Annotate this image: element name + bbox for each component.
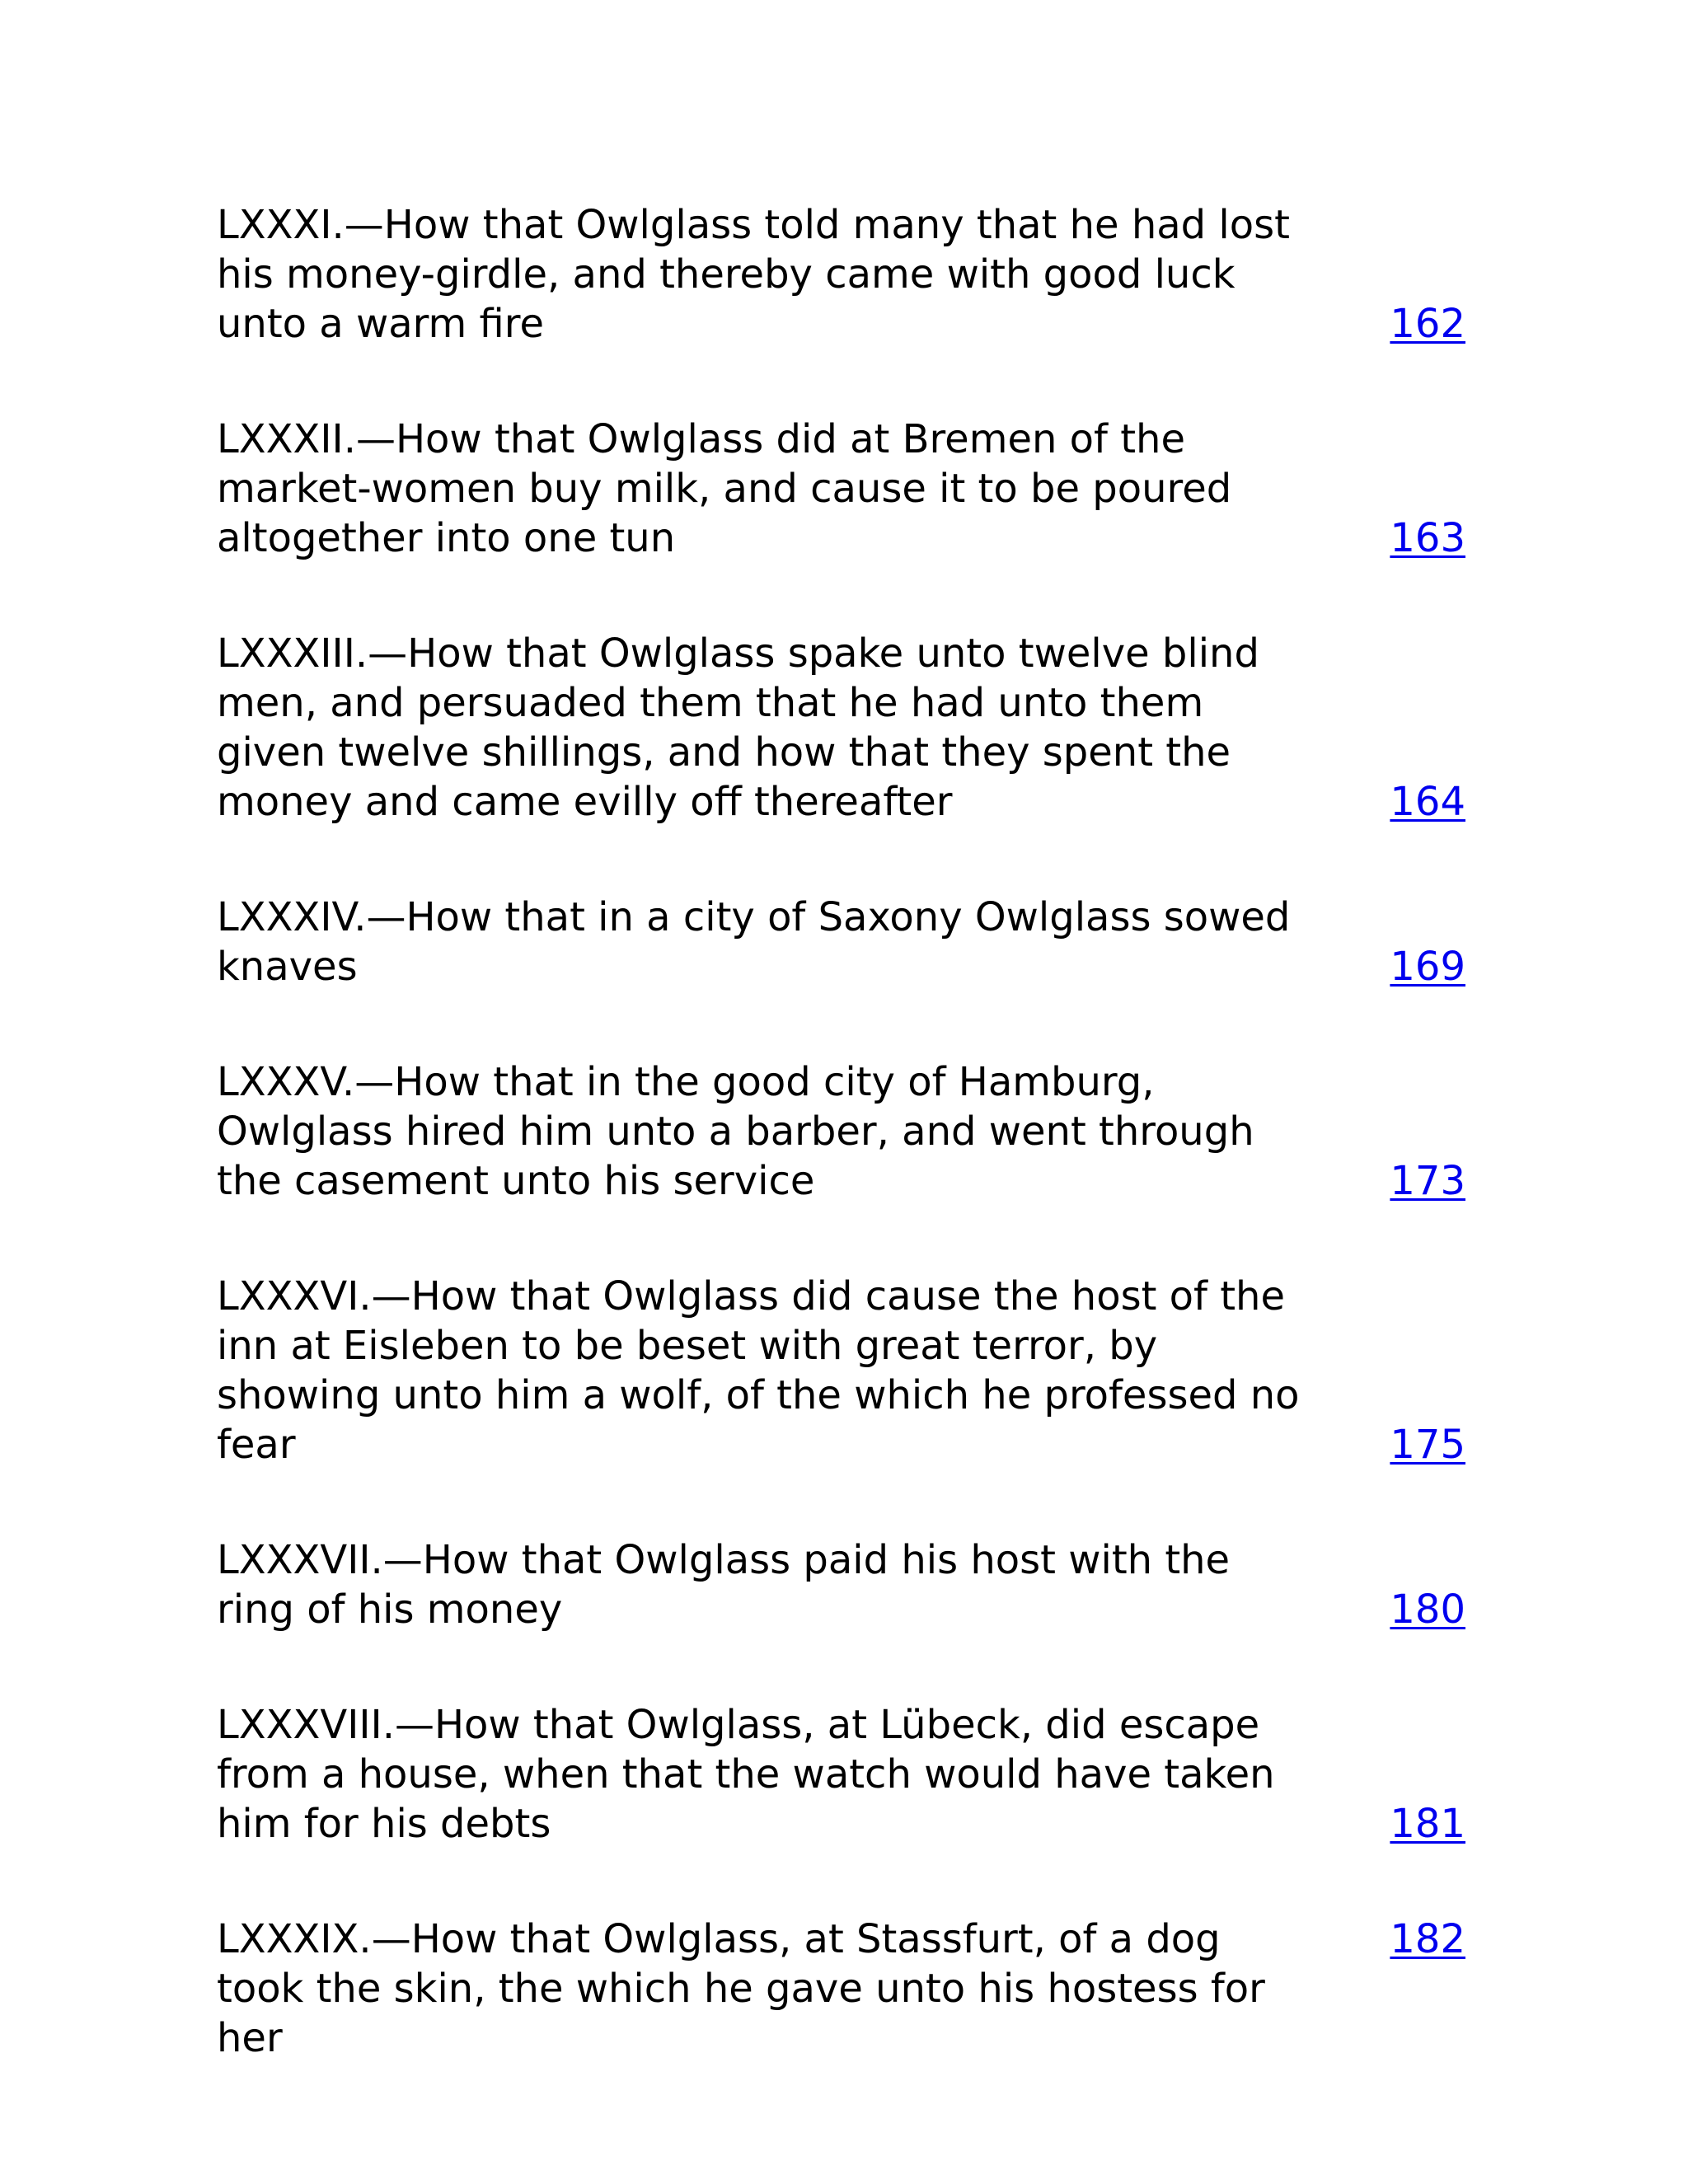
page-number — [1375, 513, 1465, 563]
page-link[interactable]: 162 — [1390, 301, 1465, 347]
page-link[interactable]: 169 — [1390, 944, 1465, 990]
page-number — [1375, 942, 1465, 991]
toc-entry — [217, 1700, 1465, 1849]
page-link[interactable]: 181 — [1390, 1801, 1465, 1847]
page-link[interactable]: 180 — [1390, 1586, 1465, 1633]
toc-entry — [217, 893, 1465, 991]
chapter-title: LXXXII.—How that Owlglass did at Bremen of the market-women buy milk, and cause it to be poured altogether into one tun — [217, 416, 1232, 561]
toc-entry — [217, 415, 1465, 563]
chapter-title: LXXXIV.—How that in a city of Saxony Owlglass sowed knaves — [217, 894, 1291, 990]
page-number — [1375, 1585, 1465, 1634]
chapter-title: LXXXV.—How that in the good city of Hamburg, Owlglass hired him unto a barber, and went through the casement unto his service — [217, 1059, 1254, 1204]
page-number — [1375, 299, 1465, 349]
chapter-title: LXXXVIII.—How that Owlglass, at Lübeck, did escape from a house, when that the watch would have taken him for his debts — [217, 1702, 1275, 1847]
chapter-title: LXXXIX.—How that Owlglass, at Stassfurt, of a dog took the skin, the which he gave unto his hostess for her — [217, 1916, 1265, 2061]
page-number — [1375, 1799, 1465, 1849]
chapter-title: LXXXI.—How that Owlglass told many that he had lost his money-girdle, and thereby came with good luck unto a warm fire — [217, 202, 1290, 347]
toc-entry — [217, 1915, 1465, 2063]
page-number — [1375, 1420, 1465, 1469]
page-link[interactable]: 182 — [1390, 1916, 1465, 1962]
page-link[interactable]: 164 — [1390, 779, 1465, 825]
chapter-title: LXXXVI.—How that Owlglass did cause the host of the inn at Eisleben to be beset with great terror, by showing unto him a wolf, of the which he professed no fear — [217, 1273, 1300, 1468]
page-number — [1375, 777, 1465, 827]
toc-entry — [217, 1272, 1465, 1469]
toc-entry — [217, 1057, 1465, 1206]
chapter-title: LXXXIII.—How that Owlglass spake unto twelve blind men, and persuaded them that he had unto them given twelve shillings, and how that they spent the money and came evilly off thereafter — [217, 630, 1259, 825]
page-number — [1375, 1915, 1465, 1964]
table-of-contents — [217, 200, 1465, 2129]
toc-entry — [217, 200, 1465, 349]
toc-entry — [217, 1535, 1465, 1634]
page-link[interactable]: 163 — [1390, 515, 1465, 561]
page-link[interactable]: 175 — [1390, 1422, 1465, 1468]
page-number — [1375, 1156, 1465, 1206]
chapter-title: LXXXVII.—How that Owlglass paid his host with the ring of his money — [217, 1537, 1231, 1633]
page-link[interactable]: 173 — [1390, 1158, 1465, 1204]
toc-entry — [217, 629, 1465, 827]
